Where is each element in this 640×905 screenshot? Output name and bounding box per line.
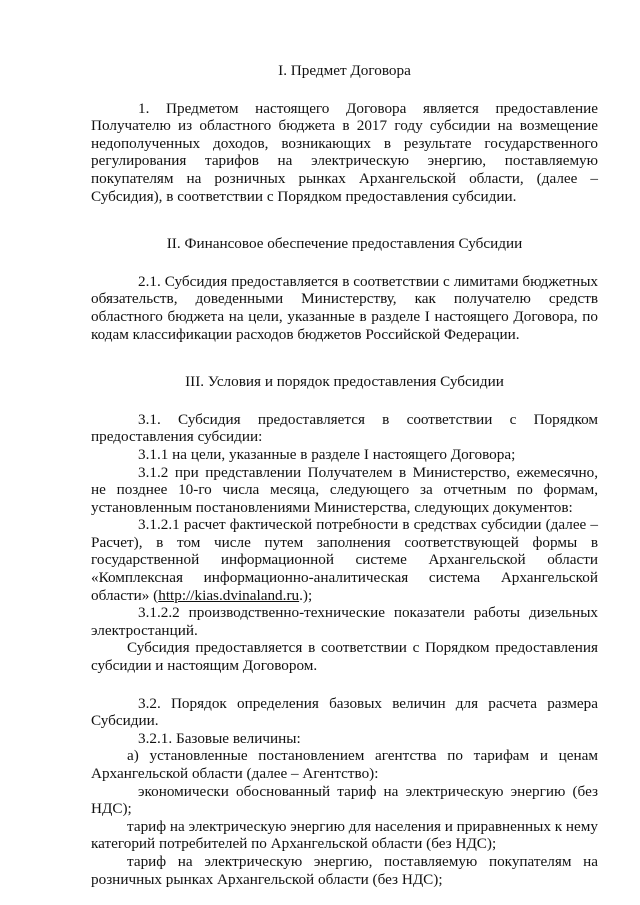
section-3-title: III. Условия и порядок предоставления Субсидии — [185, 373, 504, 391]
paragraph-3-1-1: 3.1.1 на цели, указанные в разделе I настоящего Договора; — [138, 445, 516, 463]
paragraph-3-2: 3.2. Порядок определения базовых величин для расчета размера Субсидии. — [91, 694, 598, 730]
tariff-economic: экономически обоснованный тариф на электрическую энергию (без НДС); — [91, 782, 598, 818]
tariff-retail: тариф на электрическую энергию, поставляемую покупателям на розничных рынках Архангельской области (без НДС); — [91, 852, 598, 888]
paragraph-3-1: 3.1. Субсидия предоставляется в соответствии с Порядком предоставления субсидии: — [91, 410, 598, 446]
paragraph-3-1-2-2: 3.1.2.2 производственно-технические показатели работы дизельных электростанций. — [91, 604, 598, 639]
paragraph-1: 1. Предметом настоящего Договора является предоставление Получателю из областного бюджета в 2017 году субсидии на возмещение недополученных доходов, возникающих в результате государственного регулирования тарифов на электрическую энергию, поставляемую покупателям на розничных рынках Архангельской области, (далее – Субсидия), в соответствии с Порядком предоставления субсидии. — [91, 99, 598, 205]
paragraph-3-1-2: 3.1.2 при представлении Получателем в Министерство, ежемесячно, не позднее 10-го числа месяца, следующего за отчетным по формам, установленным постановлениями Министерства, следующих документов: — [91, 463, 598, 516]
paragraph-3-1-2-1-text: 3.1.2.1 расчет фактической потребности в средствах субсидии (далее – Расчет), в том числе путем заполнения соответствующей формы в государственной информационной системе Архангельской области «Комплексная информационно-аналитическая система Архангельской области» ( — [91, 516, 598, 604]
paragraph-3-2-1: 3.2.1. Базовые величины: — [138, 729, 301, 747]
paragraph-subsidy: Субсидия предоставляется в соответствии с Порядком предоставления субсидии и настоящим Договором. — [91, 639, 598, 675]
paragraph-3-1-2-1 — [91, 516, 598, 604]
paragraph-2-1: 2.1. Субсидия предоставляется в соответствии с лимитами бюджетных обязательств, доведенными Министерству, как получателю средств областного бюджета на цели, указанные в разделе I настоящего Договора, по кодам классификации расходов бюджетов Российской Федерации. — [91, 272, 598, 343]
kias-link[interactable]: http://kias.dvinaland.ru — [158, 586, 300, 604]
section-2-title: II. Финансовое обеспечение предоставления Субсидии — [166, 235, 523, 253]
section-1-title: I. Предмет Договора — [278, 62, 411, 79]
tariff-population: тариф на электрическую энергию для населения и приравненных к нему категорий потребителей по Архангельской области (без НДС); — [91, 817, 598, 853]
paragraph-3-1-2-1-end: .); — [299, 586, 313, 604]
paragraph-3-2-1-a: а) установленные постановлением агентства по тарифам и ценам Архангельской области (далее – Агентство): — [91, 747, 598, 782]
